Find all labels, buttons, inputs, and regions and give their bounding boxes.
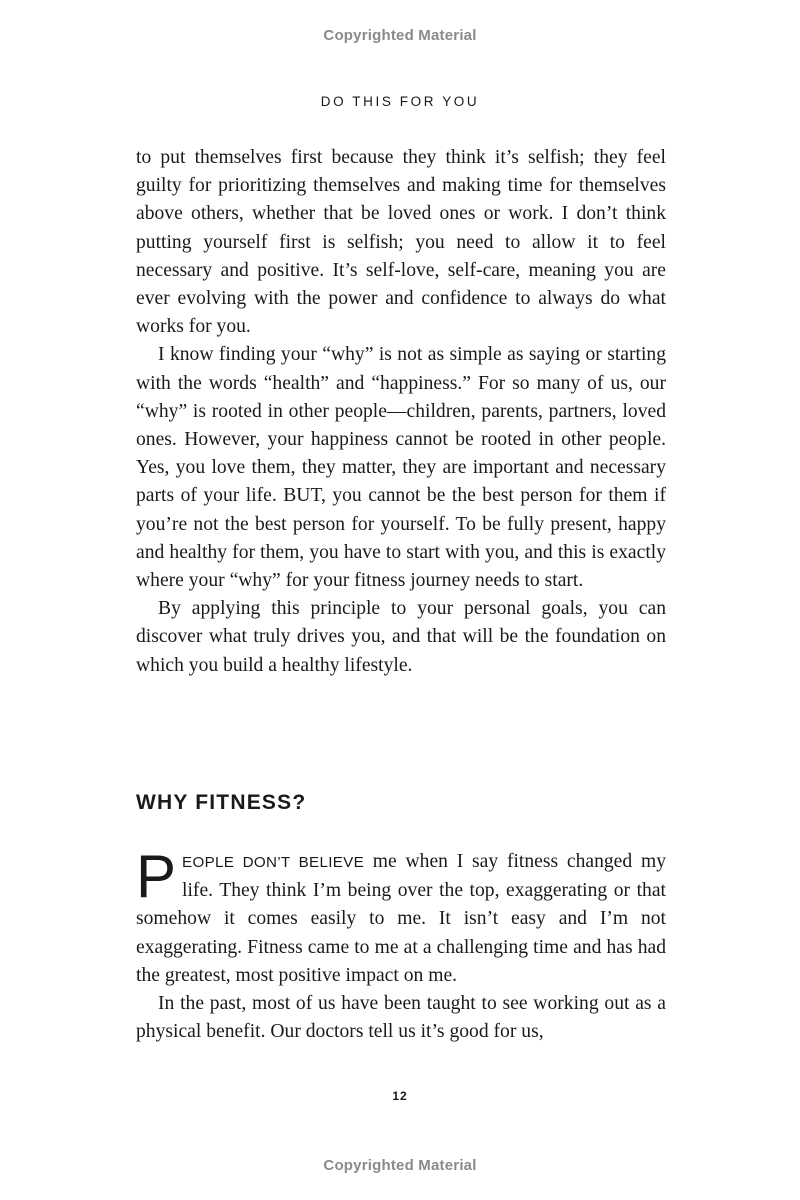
copyright-watermark-bottom: Copyrighted Material [323,1157,477,1174]
page-number: 12 [392,1089,408,1103]
section-heading: WHY FITNESS? [136,791,307,814]
text-block-why-fitness [136,843,666,1046]
copyright-watermark-top: Copyrighted Material [323,27,477,44]
paragraph-applying-principle: By applying this principle to your personal goals, you can discover what truly drives you, and that will be the foundation on which you build a healthy lifestyle. [136,598,666,676]
paragraph-continued: to put themselves first because they think it’s selfish; they feel guilty for prioritizing themselves and making time for themselves above others, whether that be loved ones or work. I don’t think putting yourself first is selfish; you need to allow it to feel necessary and positive. It’s self-love, self-care, meaning you are ever evolving with the power and confidence to always do what works for you. [136,147,666,338]
paragraph-rest: me when I say fitness changed my life. They think I’m being over the top, exaggerating or that somehow it comes easily to me. It isn’t easy and I’m not exaggerating. Fitness came to me at a challenging time and has had the greatest, most positive impact on me. [136,851,666,986]
drop-cap: P [136,843,177,910]
paragraph-finding-why: I know finding your “why” is not as simple as saying or starting with the words “health” and “happiness.” For so many of us, our “why” is rooted in other people—children, parents, partners, loved ones. However, your happiness cannot be rooted in other people. Yes, you love them, they matter, they are important and necessary parts of your life. BUT, you cannot be the best person for them if you’re not the best person for yourself. To be fully present, happy and healthy for them, you have to start with you, and this is exactly where your “why” for your fitness journey needs to start. [136,344,666,592]
paragraph-in-the-past: In the past, most of us have been taught to see working out as a physical benefit. Our doctors tell us it’s good for us, [136,993,666,1043]
small-caps-lead-in: EOPLE DON’T BELIEVE [182,854,365,871]
paragraph-people-dont-believe [136,843,666,990]
running-head: DO THIS FOR YOU [320,94,480,109]
text-block-before-heading [136,144,666,680]
